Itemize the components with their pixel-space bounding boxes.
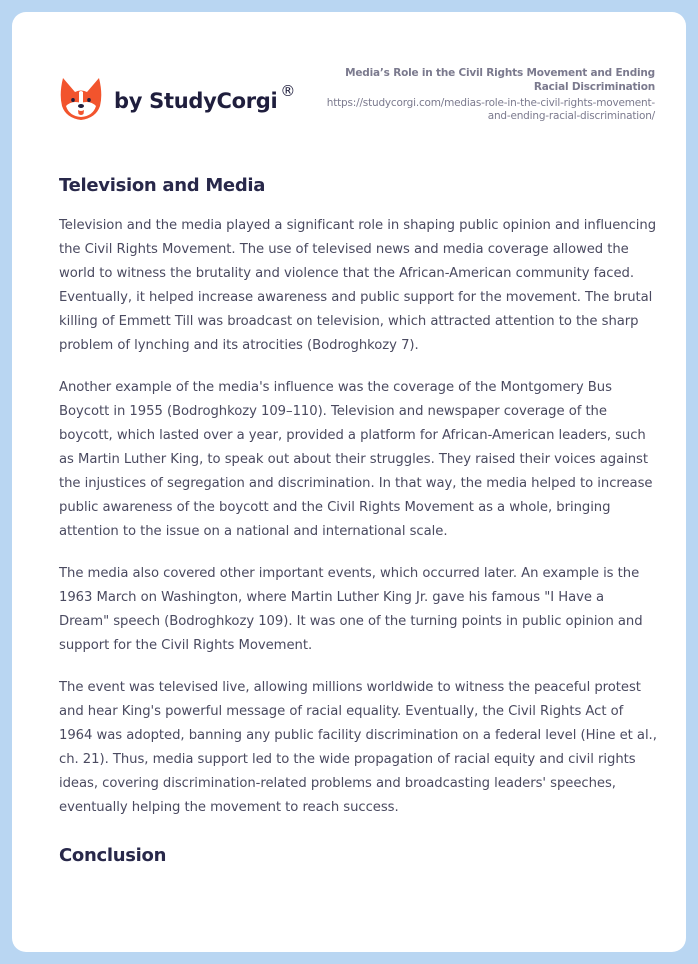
document-card (12, 12, 686, 952)
logo-wordmark: by StudyCorgi (114, 89, 278, 113)
document-title: Media’s Role in the Civil Rights Movement and Ending Racial Discrimination (345, 67, 655, 93)
registered-mark: ® (280, 82, 296, 100)
paragraph: Another example of the media's influence was the coverage of the Montgomery Bus Boycott in 1955 (Bodroghkozy 109–110). Television and newspaper coverage of the boycott, which lasted over a year, provided a platform for African-American leaders, such as Martin Luther King, to speak out about their struggles. They raised their voices against the injustices of segregation and discrimination. In that way, the media helped to increase public awareness of the boycott and the Civil Rights Movement as a whole, bringing attention to the issue on a national and international scale. (59, 380, 653, 539)
paragraph: The media also covered other important events, which occurred later. An example is the 1963 March on Washington, where Martin Luther King Jr. gave his famous "I Have a Dream" speech (Bodroghkozy 109). It was one of the turning points in public opinion and support for the Civil Rights Movement. (59, 566, 643, 653)
article-body (59, 174, 657, 868)
studycorgi-logo[interactable] (60, 76, 295, 122)
document-header (12, 12, 686, 142)
corgi-head-icon (60, 76, 102, 122)
paragraph: Television and the media played a significant role in shaping public opinion and influencing the Civil Rights Movement. The use of televised news and media coverage allowed the world to witness the brutality and violence that the African-American community faced. Eventually, it helped increase awareness and public support for the movement. The brutal killing of Emmett Till was broadcast on television, which attracted attention to the sharp problem of lynching and its atrocities (Bodroghkozy 7). (59, 218, 657, 353)
section-heading-conclusion: Conclusion (59, 845, 167, 866)
document-url-link[interactable]: https://studycorgi.com/medias-role-in-the-civil-rights-movement-and-ending-racial-discrimination/ (326, 97, 655, 122)
document-meta (325, 66, 655, 123)
section-heading-television-and-media: Television and Media (59, 175, 266, 196)
paragraph: The event was televised live, allowing millions worldwide to witness the peaceful protest and hear King's powerful message of racial equality. Eventually, the Civil Rights Act of 1964 was adopted, banning any public facility discrimination on a federal level (Hine et al., ch. 21). Thus, media support led to the wide propagation of racial equity and civil rights ideas, covering discrimination-related problems and broadcasting leaders' speeches, eventually helping the movement to reach success. (59, 680, 657, 815)
